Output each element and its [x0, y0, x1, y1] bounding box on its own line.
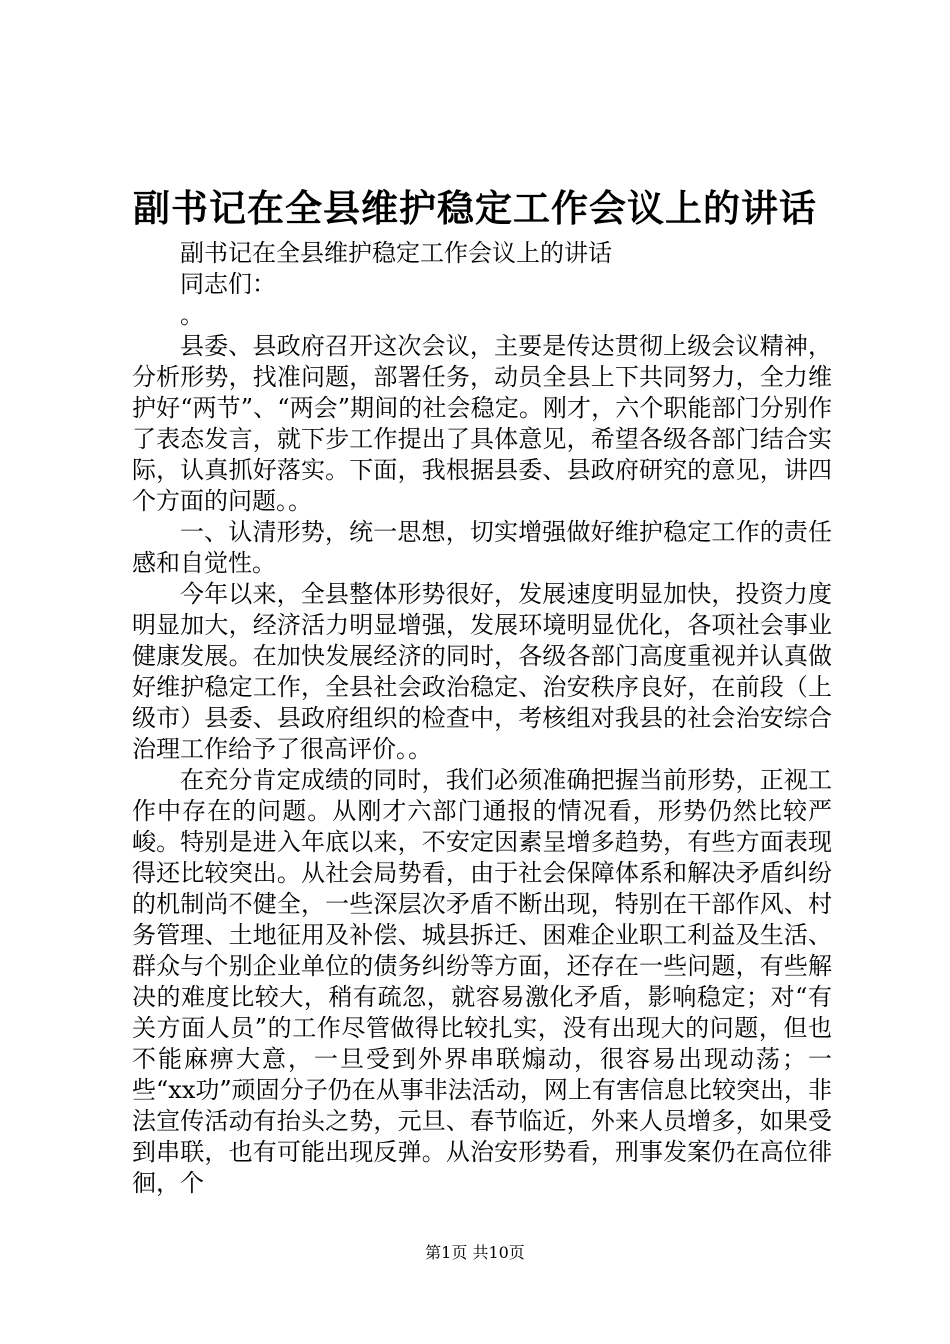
- page-number-footer: 第1页 共10页: [425, 1243, 525, 1262]
- body-paragraph-salutation: 同志们：: [180, 270, 276, 298]
- document-title: 副书记在全县维护稳定工作会议上的讲话: [133, 186, 817, 230]
- section-heading: 一、认清形势，统一思想，切实增强做好维护稳定工作的责任感和自觉性。: [132, 518, 832, 577]
- body-paragraph-subtitle: 副书记在全县维护稳定工作会议上的讲话: [180, 239, 612, 267]
- body-paragraph: 县委、县政府召开这次会议，主要是传达贯彻上级会议精神，分析形势，找准问题，部署任务，动员全县上下共同努力，全力维护好“两节”、“两会”期间的社会稳定。刚才，六个职能部门分别作了表态发言，就下步工作提出了具体意见，希望各级各部门结合实际，认真抓好落实。下面，我根据县委、县政府研究的意见，讲四个方面的问题。。: [132, 332, 832, 515]
- body-paragraph: 今年以来，全县整体形势很好，发展速度明显加快，投资力度明显加大，经济活力明显增强，发展环境明显优化，各项社会事业健康发展。在加快发展经济的同时，各级各部门高度重视并认真做好维护稳定工作，全县社会政治稳定、治安秩序良好，在前段（上级市）县委、县政府组织的检查中，考核组对我县的社会治安综合治理工作给予了很高评价。。: [132, 580, 832, 763]
- body-paragraph: 。: [180, 301, 204, 329]
- body-paragraph: 在充分肯定成绩的同时，我们必须准确把握当前形势，正视工作中存在的问题。从刚才六部门通报的情况看，形势仍然比较严峻。特别是进入年底以来，不安定因素呈增多趋势，有些方面表现得还比较突出。从社会局势看，由于社会保障体系和解决矛盾纠纷的机制尚不健全，一些深层次矛盾不断出现，特别在干部作风、村务管理、土地征用及补偿、城县拆迁、困难企业职工利益及生活、群众与个别企业单位的债务纠纷等方面，还存在一些问题，有些解决的难度比较大，稍有疏忽，就容易激化矛盾，影响稳定；对“有关方面人员”的工作尽管做得比较扎实，没有出现大的问题，但也不能麻痹大意，一旦受到外界串联煽动，很容易出现动荡；一些“xx功”顽固分子仍在从事非法活动，网上有害信息比较突出，非法宣传活动有抬头之势，元旦、春节临近，外来人员增多，如果受到串联，也有可能出现反弹。从治安形势看，刑事发案仍在高位徘徊，个: [132, 766, 832, 1197]
- document-body: [132, 210, 832, 1199]
